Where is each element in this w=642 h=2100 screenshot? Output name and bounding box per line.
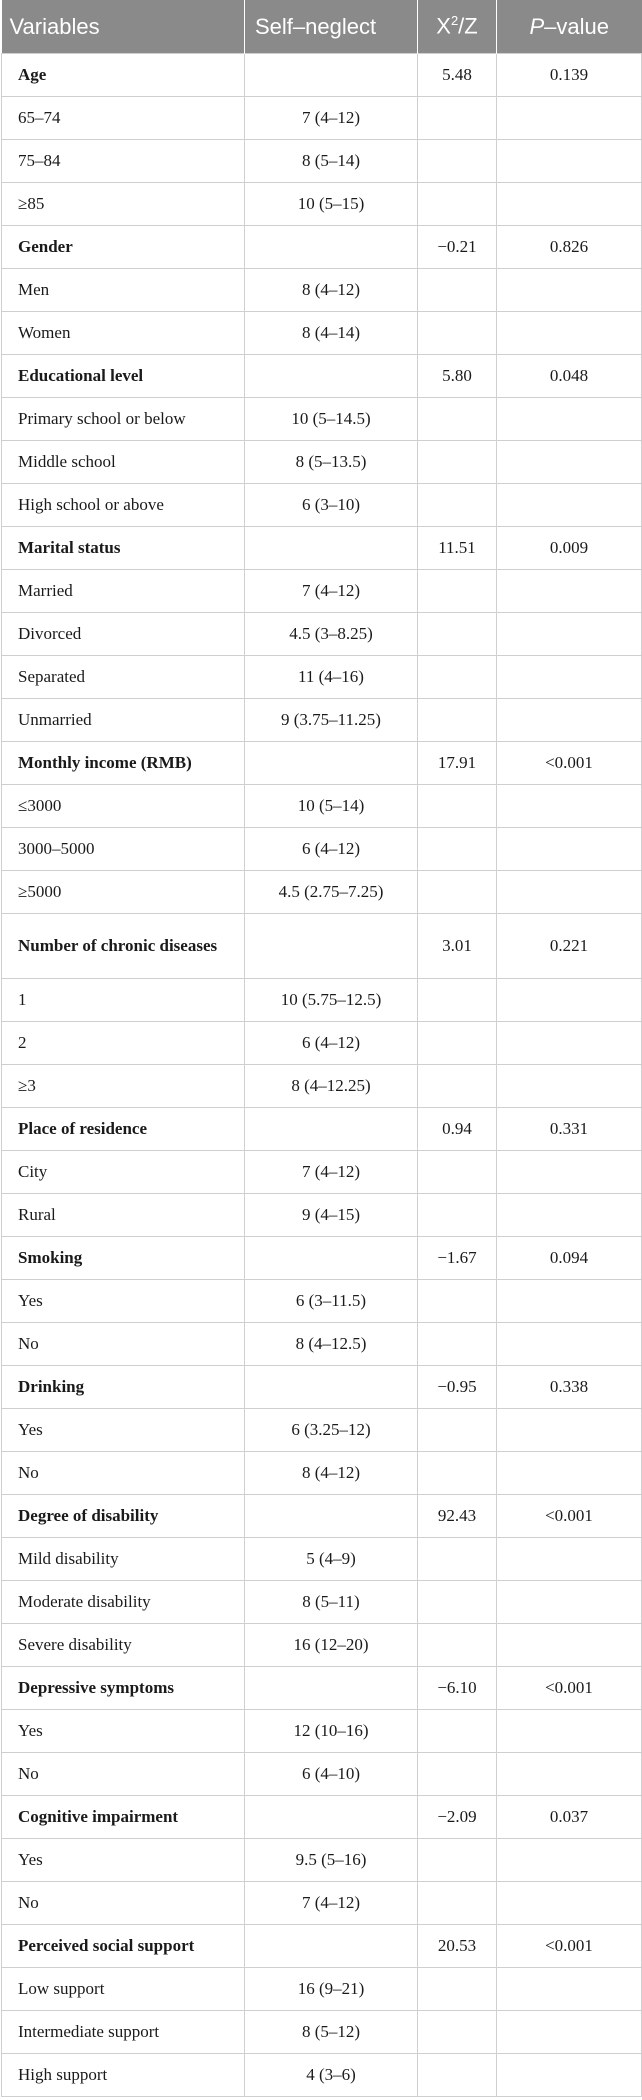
p-value-cell: 0.139 [497,54,642,97]
statistic-cell: −2.09 [418,1796,497,1839]
self-neglect-cell [245,914,418,979]
table-group-row [2,1108,642,1151]
p-value-cell [497,570,642,613]
p-value-cell: 0.048 [497,355,642,398]
p-value-cell: 0.221 [497,914,642,979]
header-variables: Variables [2,0,245,54]
p-value-cell [497,1194,642,1237]
p-value-cell [497,97,642,140]
header-statistic-rest: /Z [458,13,478,39]
statistic-cell [418,613,497,656]
self-neglect-cell: 6 (3.25–12) [245,1409,418,1452]
statistic-cell [418,1624,497,1667]
variable-cell: Divorced [2,613,245,656]
variable-cell: 2 [2,1022,245,1065]
table-row [2,1624,642,1667]
statistic-cell: 0.94 [418,1108,497,1151]
variable-cell: Women [2,312,245,355]
statistic-cell [418,1194,497,1237]
variable-cell: No [2,1323,245,1366]
self-neglect-cell: 8 (4–12.25) [245,1065,418,1108]
p-value-cell [497,1022,642,1065]
variable-cell: Men [2,269,245,312]
header-p-rest: –value [544,13,610,39]
self-neglect-cell: 12 (10–16) [245,1710,418,1753]
table-row [2,2054,642,2097]
statistic-cell [418,140,497,183]
table-row [2,1710,642,1753]
variable-cell: Gender [2,226,245,269]
p-value-cell: 0.338 [497,1366,642,1409]
p-value-cell [497,1323,642,1366]
statistic-cell [418,979,497,1022]
p-value-cell [497,1538,642,1581]
table-row [2,2011,642,2054]
statistic-cell [418,183,497,226]
self-neglect-cell: 6 (3–10) [245,484,418,527]
self-neglect-cell: 5 (4–9) [245,1538,418,1581]
p-value-cell [497,1151,642,1194]
self-neglect-cell: 10 (5–14.5) [245,398,418,441]
table-row [2,484,642,527]
p-value-cell [497,1581,642,1624]
self-neglect-cell [245,527,418,570]
variable-cell: Yes [2,1710,245,1753]
variable-cell: High school or above [2,484,245,527]
p-value-cell [497,1882,642,1925]
table-group-row [2,226,642,269]
table-row [2,979,642,1022]
self-neglect-cell: 8 (5–12) [245,2011,418,2054]
table-body [2,54,642,2097]
self-neglect-cell: 8 (5–13.5) [245,441,418,484]
self-neglect-cell: 6 (4–12) [245,1022,418,1065]
variable-cell: Marital status [2,527,245,570]
self-neglect-cell: 9.5 (5–16) [245,1839,418,1882]
p-value-cell [497,1452,642,1495]
p-value-cell [497,1280,642,1323]
p-value-cell: <0.001 [497,1667,642,1710]
self-neglect-cell [245,1667,418,1710]
statistic-cell: 17.91 [418,742,497,785]
variable-cell: City [2,1151,245,1194]
variable-cell: Middle school [2,441,245,484]
self-neglect-cell: 9 (3.75–11.25) [245,699,418,742]
statistic-cell [418,1753,497,1796]
p-value-cell [497,2054,642,2097]
variable-cell: Separated [2,656,245,699]
table-row [2,183,642,226]
statistic-cell [418,1452,497,1495]
variable-cell: Primary school or below [2,398,245,441]
p-value-cell [497,1753,642,1796]
variable-cell: Intermediate support [2,2011,245,2054]
self-neglect-cell: 16 (12–20) [245,1624,418,1667]
header-row [2,0,642,54]
p-value-cell [497,1968,642,2011]
self-neglect-cell: 4.5 (3–8.25) [245,613,418,656]
table-row [2,1194,642,1237]
table-group-row [2,1796,642,1839]
statistic-cell [418,398,497,441]
table-row [2,140,642,183]
variable-cell: Place of residence [2,1108,245,1151]
self-neglect-cell [245,355,418,398]
self-neglect-cell [245,1237,418,1280]
statistic-cell [418,441,497,484]
variable-cell: 75–84 [2,140,245,183]
p-value-cell: 0.037 [497,1796,642,1839]
table-row [2,613,642,656]
table-group-row [2,527,642,570]
table-row [2,1151,642,1194]
variable-cell: Low support [2,1968,245,2011]
table-group-row [2,1495,642,1538]
self-neglect-cell: 6 (3–11.5) [245,1280,418,1323]
p-value-cell [497,1710,642,1753]
variable-cell: Perceived social support [2,1925,245,1968]
self-neglect-cell: 8 (4–12) [245,1452,418,1495]
header-self-neglect: Self–neglect [245,0,418,54]
statistic-cell [418,1538,497,1581]
variable-cell: Unmarried [2,699,245,742]
variable-cell: Number of chronic diseases [2,914,245,979]
self-neglect-cell [245,1366,418,1409]
table-group-row [2,1237,642,1280]
table-row [2,398,642,441]
p-value-cell: <0.001 [497,1495,642,1538]
statistic-cell [418,2054,497,2097]
table-group-row [2,54,642,97]
table-row [2,656,642,699]
table-row [2,312,642,355]
table-group-row [2,1925,642,1968]
statistic-cell [418,1581,497,1624]
self-neglect-cell [245,226,418,269]
variable-cell: No [2,1452,245,1495]
self-neglect-cell: 8 (4–12.5) [245,1323,418,1366]
statistic-cell [418,1968,497,2011]
statistic-cell [418,699,497,742]
p-value-cell [497,312,642,355]
self-neglect-cell [245,1495,418,1538]
table-row [2,1968,642,2011]
variable-cell: Cognitive impairment [2,1796,245,1839]
header-statistic-base: X [436,13,451,39]
statistic-cell [418,1882,497,1925]
variable-cell: ≥5000 [2,871,245,914]
table-row [2,1839,642,1882]
p-value-cell: 0.826 [497,226,642,269]
statistic-cell [418,1280,497,1323]
table-row [2,570,642,613]
table-row [2,1022,642,1065]
variable-cell: Drinking [2,1366,245,1409]
self-neglect-cell: 4 (3–6) [245,2054,418,2097]
statistic-cell: −6.10 [418,1667,497,1710]
self-neglect-cell: 6 (4–12) [245,828,418,871]
self-neglect-cell: 10 (5–14) [245,785,418,828]
self-neglect-cell [245,1108,418,1151]
table-row [2,441,642,484]
variable-cell: No [2,1882,245,1925]
statistic-cell: −0.95 [418,1366,497,1409]
table-row [2,1323,642,1366]
table-row [2,828,642,871]
variable-cell: Yes [2,1280,245,1323]
p-value-cell [497,613,642,656]
p-value-cell: <0.001 [497,742,642,785]
statistic-cell [418,1022,497,1065]
variable-cell: No [2,1753,245,1796]
variable-cell: Mild disability [2,1538,245,1581]
statistic-cell [418,1839,497,1882]
table-row [2,1280,642,1323]
table-row [2,1753,642,1796]
p-value-cell: 0.331 [497,1108,642,1151]
variable-cell: Rural [2,1194,245,1237]
table-row [2,1882,642,1925]
p-value-cell [497,1624,642,1667]
header-statistic [418,0,497,54]
self-neglect-cell: 7 (4–12) [245,1151,418,1194]
statistic-cell [418,656,497,699]
table-row [2,785,642,828]
statistic-cell [418,570,497,613]
self-neglect-cell: 7 (4–12) [245,1882,418,1925]
self-neglect-cell: 10 (5.75–12.5) [245,979,418,1022]
statistic-cell: 5.48 [418,54,497,97]
self-neglect-cell: 8 (5–11) [245,1581,418,1624]
self-neglect-cell: 6 (4–10) [245,1753,418,1796]
self-neglect-cell: 10 (5–15) [245,183,418,226]
statistic-cell: 3.01 [418,914,497,979]
self-neglect-cell: 11 (4–16) [245,656,418,699]
self-neglect-cell [245,1796,418,1839]
variable-cell: ≤3000 [2,785,245,828]
variable-cell: High support [2,2054,245,2097]
p-value-cell [497,140,642,183]
p-value-cell [497,183,642,226]
header-statistic-sup: 2 [450,13,459,29]
variable-cell: Smoking [2,1237,245,1280]
variable-cell: Educational level [2,355,245,398]
statistic-cell [418,785,497,828]
p-value-cell [497,398,642,441]
p-value-cell [497,699,642,742]
variable-cell: Married [2,570,245,613]
table-row [2,97,642,140]
p-value-cell [497,2011,642,2054]
statistic-cell [418,2011,497,2054]
p-value-cell [497,785,642,828]
p-value-cell [497,1409,642,1452]
self-neglect-cell [245,742,418,785]
table-row [2,1581,642,1624]
p-value-cell [497,441,642,484]
p-value-cell: 0.009 [497,527,642,570]
table-row [2,871,642,914]
statistic-cell [418,269,497,312]
statistic-cell [418,1710,497,1753]
p-value-cell [497,484,642,527]
table-row [2,1065,642,1108]
table-group-row [2,1667,642,1710]
variable-cell: Depressive symptoms [2,1667,245,1710]
variable-cell: Monthly income (RMB) [2,742,245,785]
statistic-cell: 92.43 [418,1495,497,1538]
variable-cell: ≥85 [2,183,245,226]
header-p-italic: P [529,13,545,39]
variable-cell: Degree of disability [2,1495,245,1538]
statistic-cell [418,1151,497,1194]
variable-cell: Moderate disability [2,1581,245,1624]
p-value-cell: <0.001 [497,1925,642,1968]
p-value-cell [497,979,642,1022]
variable-cell: Yes [2,1409,245,1452]
statistic-cell [418,828,497,871]
p-value-cell [497,1065,642,1108]
self-neglect-cell: 7 (4–12) [245,570,418,613]
results-table [1,0,642,2097]
p-value-cell [497,656,642,699]
self-neglect-cell: 8 (4–14) [245,312,418,355]
table-row [2,269,642,312]
p-value-cell [497,1839,642,1882]
statistic-cell: 5.80 [418,355,497,398]
statistic-cell [418,312,497,355]
statistic-cell [418,484,497,527]
statistic-cell: −0.21 [418,226,497,269]
p-value-cell [497,871,642,914]
self-neglect-cell: 8 (5–14) [245,140,418,183]
p-value-cell: 0.094 [497,1237,642,1280]
p-value-cell [497,269,642,312]
table-row [2,1409,642,1452]
self-neglect-cell: 16 (9–21) [245,1968,418,2011]
self-neglect-cell: 8 (4–12) [245,269,418,312]
statistic-cell: −1.67 [418,1237,497,1280]
variable-cell: Age [2,54,245,97]
statistic-cell [418,1065,497,1108]
self-neglect-cell: 7 (4–12) [245,97,418,140]
table-row [2,1452,642,1495]
variable-cell: 65–74 [2,97,245,140]
statistic-cell [418,97,497,140]
self-neglect-cell: 4.5 (2.75–7.25) [245,871,418,914]
table-group-row [2,1366,642,1409]
statistic-cell [418,1409,497,1452]
header-p-value [497,0,642,54]
p-value-cell [497,828,642,871]
variable-cell: Severe disability [2,1624,245,1667]
table-row [2,1538,642,1581]
variable-cell: 3000–5000 [2,828,245,871]
table-group-row [2,355,642,398]
table-row [2,699,642,742]
variable-cell: Yes [2,1839,245,1882]
statistic-cell [418,1323,497,1366]
statistic-cell [418,871,497,914]
table-group-row [2,742,642,785]
statistic-cell: 11.51 [418,527,497,570]
statistic-cell: 20.53 [418,1925,497,1968]
variable-cell: 1 [2,979,245,1022]
table-group-row [2,914,642,979]
self-neglect-cell [245,54,418,97]
self-neglect-cell [245,1925,418,1968]
self-neglect-cell: 9 (4–15) [245,1194,418,1237]
variable-cell: ≥3 [2,1065,245,1108]
